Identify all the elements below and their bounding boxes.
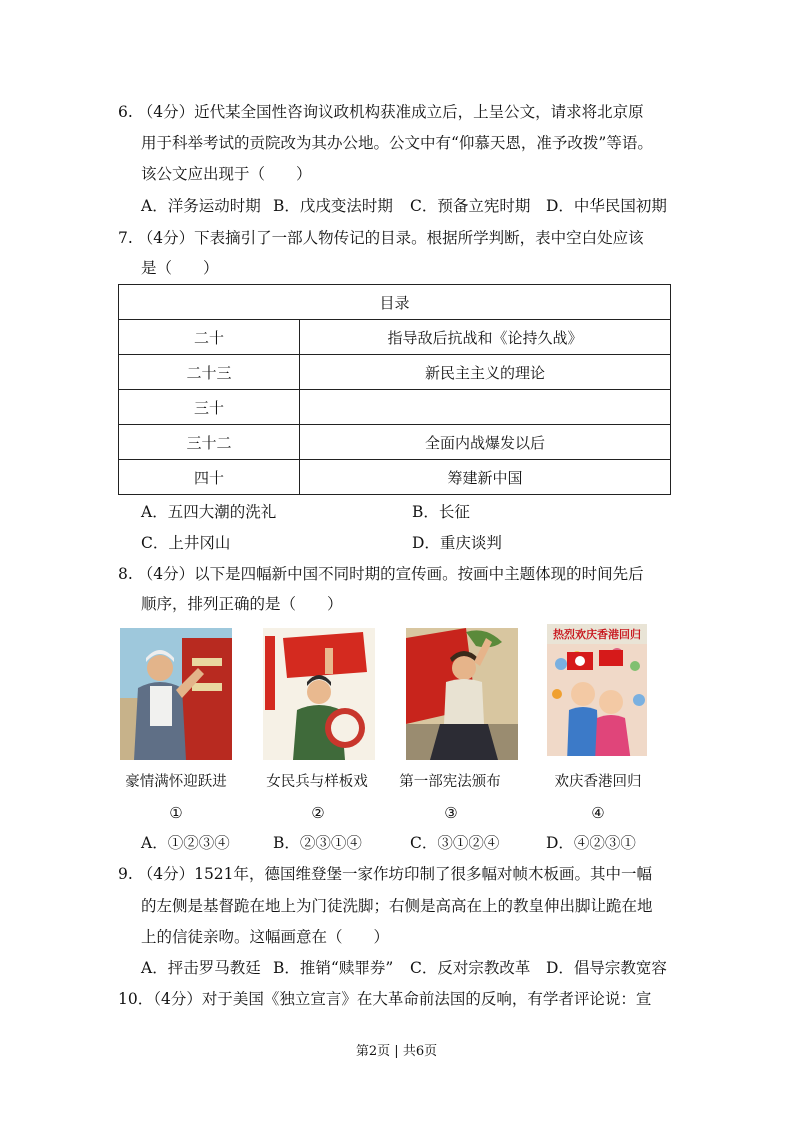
q9-stem-line1: 9. （4分）1521年，德国维登堡一家作坊印制了很多幅对帧木板画。其中一幅: [118, 865, 653, 883]
toc-chapter: 三十: [119, 390, 300, 425]
q6-stem-line3: 该公文应出现于（ ）: [141, 165, 312, 183]
poster-3-number: ③: [444, 804, 458, 822]
q9-option-c: C．反对宗教改革: [410, 959, 531, 977]
poster-4-image: [547, 624, 659, 756]
q8-option-c: C．③①②④: [410, 834, 500, 852]
q9-option-b: B．推销“赎罪券”: [273, 959, 394, 977]
q7-stem-line2: 是（ ）: [141, 259, 219, 277]
q8-option-d: D．④②③①: [546, 834, 636, 852]
toc-chapter: 三十二: [119, 425, 300, 460]
q8-option-b: B．②③①④: [273, 834, 362, 852]
toc-chapter: 二十: [119, 320, 300, 355]
q8-stem-line1: 8. （4分）以下是四幅新中国不同时期的宣传画。按画中主题体现的时间先后: [118, 565, 644, 583]
q6-stem-line1: 6. （4分）近代某全国性咨询议政机构获准成立后，上呈公文，请求将北京原: [118, 103, 644, 121]
toc-chapter: 四十: [119, 460, 300, 495]
toc-table: [118, 284, 671, 495]
q6-option-b: B．戊戌变法时期: [273, 197, 393, 215]
poster-1-image: [120, 628, 232, 760]
toc-title: 全面内战爆发以后: [300, 425, 671, 460]
q9-stem-line2: 的左侧是基督跪在地上为门徒洗脚；右侧是高高在上的教皇伸出脚让跪在地: [141, 897, 653, 915]
toc-title: 指导敌后抗战和《论持久战》: [300, 320, 671, 355]
poster-2-image: [263, 628, 375, 760]
poster-3-image: [406, 628, 518, 760]
toc-title: 筹建新中国: [300, 460, 671, 495]
q7-option-b: B．长征: [412, 503, 470, 521]
toc-title-blank: [300, 390, 671, 425]
poster-4-banner: 热烈欢庆香港回归: [553, 628, 641, 641]
q6-stem-line2: 用于科举考试的贡院改为其办公地。公文中有“仰慕天恩，准予改拨”等语。: [141, 134, 653, 152]
q7-stem-line1: 7. （4分）下表摘引了一部人物传记的目录。根据所学判断，表中空白处应该: [118, 229, 644, 247]
page-footer: 第2页 | 共6页: [355, 1044, 438, 1059]
table-row: [119, 320, 671, 355]
toc-title: 新民主主义的理论: [300, 355, 671, 390]
q9-option-d: D．倡导宗教宽容: [546, 959, 667, 977]
q6-option-a: A．洋务运动时期: [141, 197, 261, 215]
toc-chapter: 二十三: [119, 355, 300, 390]
q7-option-a: A．五四大潮的洗礼: [141, 503, 277, 521]
table-row: [119, 425, 671, 460]
q8-stem-line2: 顺序，排列正确的是（ ）: [141, 595, 343, 613]
q9-option-a: A．抨击罗马教廷: [141, 959, 261, 977]
q8-option-a: A．①②③④: [141, 834, 230, 852]
table-row: [119, 460, 671, 495]
poster-4-caption: 欢庆香港回归: [554, 774, 642, 790]
poster-2-number: ②: [311, 804, 325, 822]
q6-option-d: D．中华民国初期: [546, 197, 667, 215]
poster-4-number: ④: [591, 804, 605, 822]
table-row: [119, 390, 671, 425]
poster-1-number: ①: [169, 804, 183, 822]
poster-2-caption: 女民兵与样板戏: [266, 774, 368, 790]
poster-1-caption: 豪情满怀迎跃进: [125, 774, 227, 790]
q9-stem-line3: 上的信徒亲吻。这幅画意在（ ）: [141, 928, 390, 946]
poster-3-caption: 第一部宪法颁布: [399, 774, 501, 790]
q7-option-d: D．重庆谈判: [412, 534, 502, 552]
q6-option-c: C．预备立宪时期: [410, 197, 531, 215]
q7-option-c: C．上井冈山: [141, 534, 231, 552]
toc-header: 目录: [119, 285, 671, 320]
table-row: [119, 355, 671, 390]
q10-stem-line1: 10．（4分）对于美国《独立宣言》在大革命前法国的反响，有学者评论说：宣: [118, 990, 652, 1008]
